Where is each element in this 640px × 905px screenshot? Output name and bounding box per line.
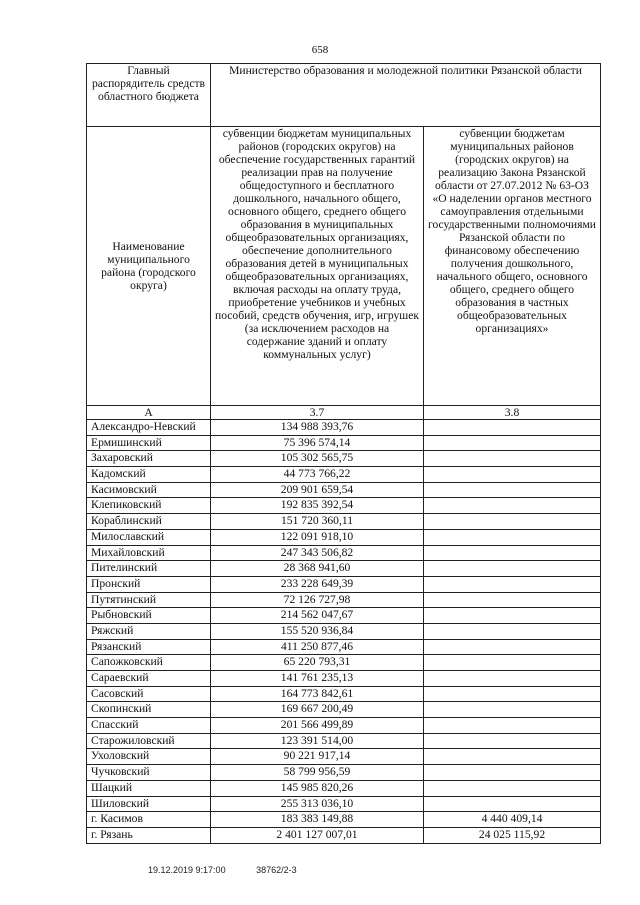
column-codes-row: [87, 406, 601, 420]
municipality-name: Чучковский: [87, 765, 211, 781]
value-3-8: [424, 749, 601, 765]
municipality-name: Кораблинский: [87, 514, 211, 530]
header-municipality-label: Наименование муниципального района (городского округа): [87, 127, 211, 406]
municipality-name: Сапожковский: [87, 655, 211, 671]
value-3-7: 255 313 036,10: [211, 796, 424, 812]
table-row: [87, 498, 601, 514]
value-3-7: 209 901 659,54: [211, 482, 424, 498]
value-3-8: [424, 561, 601, 577]
table-row: [87, 435, 601, 451]
table-row: [87, 420, 601, 436]
municipality-name: г. Рязань: [87, 827, 211, 843]
table-row: [87, 529, 601, 545]
value-3-7: 75 396 574,14: [211, 435, 424, 451]
municipality-name: Кадомский: [87, 467, 211, 483]
table-row: [87, 718, 601, 734]
municipality-name: г. Касимов: [87, 812, 211, 828]
table-row: [87, 796, 601, 812]
column-code-3-7: 3.7: [211, 406, 424, 420]
value-3-8: [424, 655, 601, 671]
municipality-name: Путятинский: [87, 592, 211, 608]
value-3-8: [424, 420, 601, 436]
value-3-7: 192 835 392,54: [211, 498, 424, 514]
value-3-8: [424, 514, 601, 530]
table-row: [87, 451, 601, 467]
value-3-7: 183 383 149,88: [211, 812, 424, 828]
value-3-7: 169 667 200,49: [211, 702, 424, 718]
table-row: [87, 561, 601, 577]
value-3-8: [424, 608, 601, 624]
value-3-7: 105 302 565,75: [211, 451, 424, 467]
budget-table: [86, 63, 601, 844]
value-3-7: 44 773 766,22: [211, 467, 424, 483]
value-3-7: 123 391 514,00: [211, 733, 424, 749]
header-distributor-label: Главный распорядитель средств областного бюджета: [87, 64, 211, 127]
table-row: [87, 608, 601, 624]
table-row: [87, 592, 601, 608]
column-code-a: А: [87, 406, 211, 420]
value-3-7: 214 562 047,67: [211, 608, 424, 624]
table-row: [87, 733, 601, 749]
value-3-8: [424, 467, 601, 483]
table-row: [87, 514, 601, 530]
value-3-8: [424, 576, 601, 592]
table-row: [87, 702, 601, 718]
value-3-8: [424, 733, 601, 749]
value-3-7: 65 220 793,31: [211, 655, 424, 671]
value-3-8: [424, 796, 601, 812]
municipality-name: Захаровский: [87, 451, 211, 467]
header-subvention-private: субвенции бюджетам муниципальных районов (городских округов) на реализацию Закона Рязанской области от 27.07.2012 № 63-ОЗ «О наделении органов местного самоуправления отдельными государственными полномочиями Рязанской области по финансовому обеспечению получения дошкольного, начального общего, основного общего, среднего общего образования в частных общеобразовательных организациях»: [424, 127, 601, 406]
municipality-name: Рыбновский: [87, 608, 211, 624]
value-3-7: 201 566 499,89: [211, 718, 424, 734]
value-3-7: 134 988 393,76: [211, 420, 424, 436]
header-ministry-name: Министерство образования и молодежной политики Рязанской области: [211, 64, 601, 127]
municipality-name: Шацкий: [87, 780, 211, 796]
value-3-7: 155 520 936,84: [211, 623, 424, 639]
table-row: [87, 545, 601, 561]
table-row: [87, 780, 601, 796]
municipality-name: Старожиловский: [87, 733, 211, 749]
value-3-8: 24 025 115,92: [424, 827, 601, 843]
value-3-8: [424, 545, 601, 561]
page-number: 658: [311, 44, 329, 56]
municipality-name: Александро-Невский: [87, 420, 211, 436]
municipality-name: Ермишинский: [87, 435, 211, 451]
municipality-name: Ряжский: [87, 623, 211, 639]
value-3-7: 141 761 235,13: [211, 671, 424, 687]
footer-datetime: 19.12.2019 9:17:00: [148, 865, 226, 875]
table-row: [87, 655, 601, 671]
municipality-name: Михайловский: [87, 545, 211, 561]
value-3-8: 4 440 409,14: [424, 812, 601, 828]
municipality-name: Пителинский: [87, 561, 211, 577]
footer-doc-code: 38762/2-3: [256, 865, 297, 875]
value-3-8: [424, 451, 601, 467]
value-3-8: [424, 482, 601, 498]
header-subvention-general: субвенции бюджетам муниципальных районов (городских округов) на обеспечение государственных гарантий реализации прав на получение общедоступного и бесплатного дошкольного, начального общего, основного общего, среднего общего образования в муниципальных общеобразовательных организациях, обеспечение дополнительного образования детей в муниципальных общеобразовательных организациях, включая расходы на оплату труда, приобретение учебников и учебных пособий, средств обучения, игр, игрушек (за исключением расходов на содержание зданий и оплату коммунальных услуг): [211, 127, 424, 406]
header-row-columns: [87, 127, 601, 406]
value-3-7: 233 228 649,39: [211, 576, 424, 592]
value-3-8: [424, 671, 601, 687]
municipality-name: Сараевский: [87, 671, 211, 687]
value-3-7: 164 773 842,61: [211, 686, 424, 702]
table-row: [87, 576, 601, 592]
value-3-8: [424, 686, 601, 702]
value-3-8: [424, 498, 601, 514]
table-row: [87, 686, 601, 702]
value-3-8: [424, 623, 601, 639]
municipality-name: Пронский: [87, 576, 211, 592]
value-3-8: [424, 702, 601, 718]
value-3-7: 28 368 941,60: [211, 561, 424, 577]
value-3-8: [424, 718, 601, 734]
value-3-7: 145 985 820,26: [211, 780, 424, 796]
municipality-name: Клепиковский: [87, 498, 211, 514]
table-row: [87, 749, 601, 765]
value-3-7: 58 799 956,59: [211, 765, 424, 781]
value-3-8: [424, 780, 601, 796]
municipality-name: Касимовский: [87, 482, 211, 498]
value-3-7: 122 091 918,10: [211, 529, 424, 545]
value-3-7: 411 250 877,46: [211, 639, 424, 655]
value-3-7: 72 126 727,98: [211, 592, 424, 608]
municipality-name: Спасский: [87, 718, 211, 734]
municipality-name: Шиловский: [87, 796, 211, 812]
table-row: [87, 765, 601, 781]
municipality-name: Сасовский: [87, 686, 211, 702]
municipality-name: Рязанский: [87, 639, 211, 655]
table-row: [87, 482, 601, 498]
value-3-8: [424, 435, 601, 451]
footer: [148, 865, 325, 875]
value-3-8: [424, 765, 601, 781]
municipality-name: Ухоловский: [87, 749, 211, 765]
table-row: [87, 467, 601, 483]
header-row-distributor: [87, 64, 601, 127]
column-code-3-8: 3.8: [424, 406, 601, 420]
value-3-7: 90 221 917,14: [211, 749, 424, 765]
value-3-7: 2 401 127 007,01: [211, 827, 424, 843]
municipality-name: Скопинский: [87, 702, 211, 718]
value-3-7: 247 343 506,82: [211, 545, 424, 561]
value-3-7: 151 720 360,11: [211, 514, 424, 530]
table-row: [87, 671, 601, 687]
table-row: [87, 827, 601, 843]
value-3-8: [424, 592, 601, 608]
value-3-8: [424, 639, 601, 655]
value-3-8: [424, 529, 601, 545]
municipality-name: Милославский: [87, 529, 211, 545]
table-row: [87, 623, 601, 639]
table-row: [87, 812, 601, 828]
table-row: [87, 639, 601, 655]
